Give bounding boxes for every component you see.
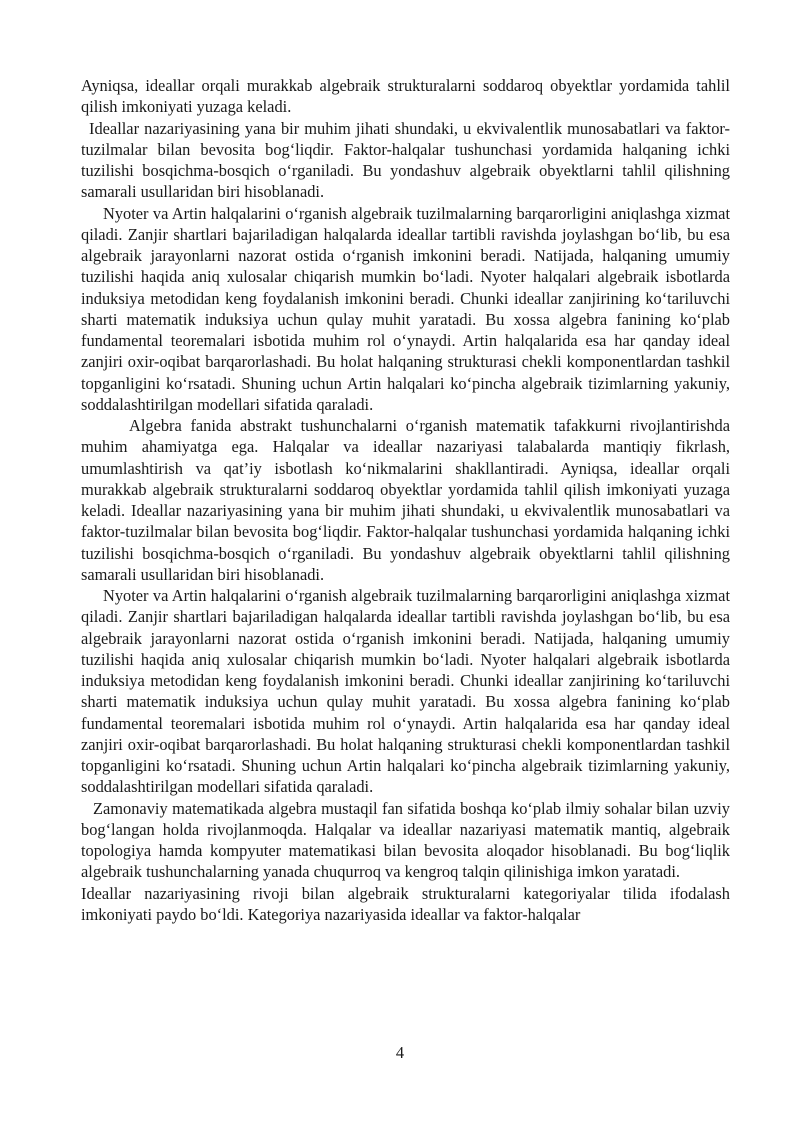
body-text (81, 75, 730, 925)
paragraph: Algebra fanida abstrakt tushunchalarni o‘rganish matematik tafakkurni rivojlantirishda muhim ahamiyatga ega. Halqalar va ideallar nazariyasi talabalarda mantiqiy fikrlash, umumlashtirish va qat’iy isbotlash ko‘nikmalarini shakllantiradi. Ayniqsa, ideallar orqali murakkab algebraik strukturalarni soddaroq obyektlar yordamida tahlil qilish imkoniyati yuzaga keladi. Ideallar nazariyasining yana bir muhim jihati shundaki, u ekvivalentlik munosabatlari va faktor-tuzilmalar bilan bevosita bog‘liqdir. Faktor-halqalar tushunchasi yordamida halqaning ichki tuzilishi bosqichma-bosqich o‘rganiladi. Bu yondashuv algebraik obyektlarni tahlil qilishning samarali usullaridan biri hisoblanadi. (81, 416, 730, 584)
paragraph: Nyoter va Artin halqalarini o‘rganish algebraik tuzilmalarning barqarorligini aniqlashga xizmat qiladi. Zanjir shartlari bajariladigan halqalarda ideallar tartibli ravishda joylashgan bo‘lib, bu esa algebraik jarayonlarni nazorat ostida o‘rganish imkonini beradi. Natijada, halqaning umumiy tuzilishi haqida aniq xulosalar chiqarish mumkin bo‘ladi. Nyoter halqalari algebraik isbotlarda induksiya metodidan keng foydalanish imkonini beradi. Chunki ideallar zanjirining ko‘tariluvchi sharti matematik induksiya uchun qulay muhit yaratadi. Bu xossa algebra fanining ko‘plab fundamental teoremalari isbotida muhim rol o‘ynaydi. Artin halqalarida esa har qanday ideal zanjiri oxir-oqibat barqarorlashadi. Bu holat halqaning strukturasi chekli komponentlardan tashkil topganligini ko‘rsatadi. Shuning uchun Artin halqalari ko‘pincha algebraik tizimlarning yakuniy, soddalashtirilgan modellari sifatida qaraladi. (81, 203, 730, 414)
page-number: 4 (395, 1043, 405, 1062)
paragraph: Ideallar nazariyasining yana bir muhim jihati shundaki, u ekvivalentlik munosabatlari va faktor-tuzilmalar bilan bevosita bog‘liqdir. Faktor-halqalar tushunchasi yordamida halqaning ichki tuzilishi bosqichma-bosqich o‘rganiladi. Bu yondashuv algebraik obyektlarni tahlil qilishning samarali usullaridan biri hisoblanadi. (81, 118, 730, 202)
paragraph: Ideallar nazariyasining rivoji bilan algebraik strukturalarni kategoriyalar tilida ifodalash imkoniyati paydo bo‘ldi. Kategoriya nazariyasida ideallar va faktor-halqalar (81, 883, 730, 924)
paragraph: Nyoter va Artin halqalarini o‘rganish algebraik tuzilmalarning barqarorligini aniqlashga xizmat qiladi. Zanjir shartlari bajariladigan halqalarda ideallar tartibli ravishda joylashgan bo‘lib, bu esa algebraik jarayonlarni nazorat ostida o‘rganish imkonini beradi. Natijada, halqaning umumiy tuzilishi haqida aniq xulosalar chiqarish mumkin bo‘ladi. Nyoter halqalari algebraik isbotlarda induksiya metodidan keng foydalanish imkonini beradi. Chunki ideallar zanjirining ko‘tariluvchi sharti matematik induksiya uchun qulay muhit yaratadi. Bu xossa algebra fanining ko‘plab fundamental teoremalari isbotida muhim rol o‘ynaydi. Artin halqalarida esa har qanday ideal zanjiri oxir-oqibat barqarorlashadi. Bu holat halqaning strukturasi chekli komponentlardan tashkil topganligini ko‘rsatadi. Shuning uchun Artin halqalari ko‘pincha algebraik tizimlarning yakuniy, soddalashtirilgan modellari sifatida qaraladi. (81, 586, 730, 797)
paragraph: Ayniqsa, ideallar orqali murakkab algebraik strukturalarni soddaroq obyektlar yordamida tahlil qilish imkoniyati yuzaga keladi. (81, 76, 730, 117)
paragraph: Zamonaviy matematikada algebra mustaqil fan sifatida boshqa ko‘plab ilmiy sohalar bilan uzviy bog‘langan holda rivojlanmoqda. Halqalar va ideallar nazariyasi matematik mantiq, algebraik topologiya hamda kompyuter matematikasi bilan bevosita aloqador hisoblanadi. Bu bog‘liqlik algebraik tushunchalarning yanada chuqurroq va kengroq talqin qilinishiga imkon yaratadi. (81, 798, 730, 882)
